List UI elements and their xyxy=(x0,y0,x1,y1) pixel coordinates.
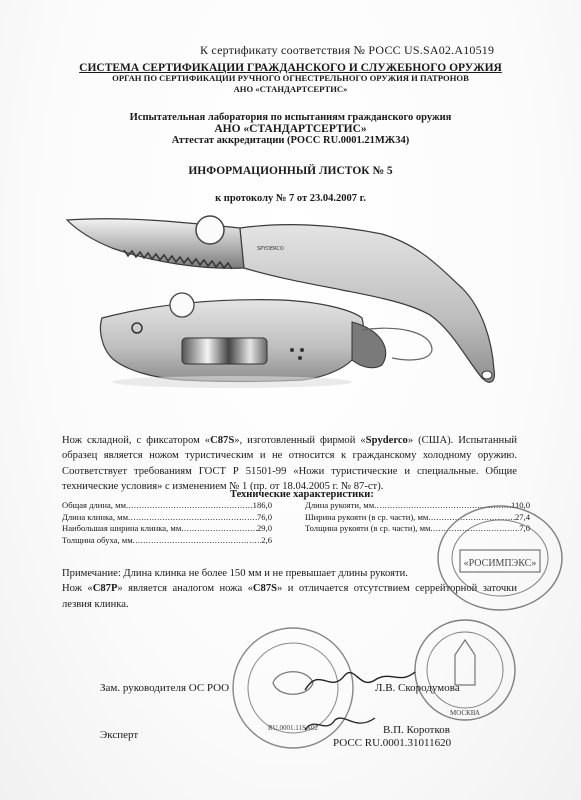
document-title: ИНФОРМАЦИОННЫЙ ЛИСТОК № 5 xyxy=(188,165,393,177)
knife-description xyxy=(62,433,517,495)
description-part2: », изготовленный фирмой « xyxy=(234,435,366,446)
stamp-bottom-text: МОСКВА xyxy=(450,709,480,717)
certification-organ-line2: АНО «СТАНДАРТСЕРТИС» xyxy=(233,84,348,94)
deputy-title: Зам. руководителя ОС РОО xyxy=(100,682,230,694)
description-part1: Нож складной, с фиксатором « xyxy=(62,435,211,446)
description-part3: » (США). Испытанный образец является ножом туристическим и не относится к гражданскому холодному оружию. Соответствует требованиям ГОСТ Р 51501-99 «Ножи туристические и специальные. Общие технические условия» с изменением № 1 (пр. от 18.04.2005 г. № 87-ст). xyxy=(62,435,517,493)
expert-title: Эксперт xyxy=(100,729,139,741)
svg-text:SPYDERCO: SPYDERCO xyxy=(257,246,284,252)
expert-name: В.П. Коротков xyxy=(383,724,450,736)
spec-label: Длина клинка, мм xyxy=(62,511,129,522)
spec-label: Толщина обуха, мм xyxy=(62,534,133,545)
spec-row xyxy=(62,535,272,547)
spec-row xyxy=(62,500,272,512)
spec-label: Ширина рукояти (в ср. части), мм xyxy=(305,511,429,522)
laboratory-org: АНО «СТАНДАРТСЕРТИС» xyxy=(214,123,367,135)
spec-value: 7,0 xyxy=(519,523,530,533)
stamp-label: «РОСИМПЭКС» xyxy=(463,558,537,569)
knife-photo xyxy=(62,210,542,415)
spec-value: 110,0 xyxy=(510,500,530,510)
description-model: C87S xyxy=(210,435,235,446)
deputy-name: Л.В. Скородумова xyxy=(375,682,460,694)
spec-value: 76,0 xyxy=(256,511,272,522)
expert-registration: РОСС RU.0001.31011620 xyxy=(333,737,452,749)
note-part2: » является аналогом ножа « xyxy=(117,583,253,595)
deputy-signature xyxy=(300,660,420,700)
note-line1: Примечание: Длина клинка не более 150 мм и не превышает длины рукояти. xyxy=(62,568,408,579)
spec-value: 2,6 xyxy=(261,534,272,545)
spec-value: 27,4 xyxy=(514,511,530,522)
spec-row xyxy=(62,523,272,535)
specs-title: Технические характеристики: xyxy=(230,489,374,500)
spec-label: Общая длина, мм xyxy=(62,500,126,510)
stamp-center-text: RU.0001.11SA02 xyxy=(268,724,318,732)
certificate-reference: К сертификату соответствия № РОСС US.SA02.A10519 xyxy=(200,43,495,57)
description-maker: Spyderco xyxy=(365,435,408,446)
note-original-model: C87S xyxy=(252,583,278,595)
note-analog-model: C87P xyxy=(92,583,118,595)
certification-organ-line1: ОРГАН ПО СЕРТИФИКАЦИИ РУЧНОГО ОГНЕСТРЕЛЬНОГО ОРУЖИЯ И ПАТРОНОВ xyxy=(112,73,469,83)
laboratory-accreditation: Аттестат аккредитации (РОСС RU.0001.21МЖ34) xyxy=(171,135,410,146)
note-part1: Нож « xyxy=(62,583,93,595)
spec-label: Толщина рукояти (в ср. части), мм xyxy=(305,523,431,533)
expert-signature xyxy=(300,710,380,740)
protocol-reference: к протоколу № 7 от 23.04.2007 г. xyxy=(215,193,366,204)
spec-row xyxy=(62,512,272,524)
spec-label: Наибольшая ширина клинка, мм xyxy=(62,523,182,533)
laboratory-name: Испытательная лаборатория по испытаниям гражданского оружия xyxy=(129,112,452,123)
specs-left-column xyxy=(62,500,272,546)
closed-knife xyxy=(101,293,433,388)
spec-value: 186,0 xyxy=(252,500,272,510)
spec-label: Длина рукояти, мм xyxy=(305,500,375,510)
note-part3: » и отличается отсутствием серрейторной заточки лезвия клинка. xyxy=(62,583,517,610)
certification-system-title: СИСТЕМА СЕРТИФИКАЦИИ ГРАЖДАНСКОГО И СЛУЖЕБНОГО ОРУЖИЯ xyxy=(79,62,502,74)
organization-stamp xyxy=(432,500,567,615)
spec-value: 29,0 xyxy=(256,523,272,533)
